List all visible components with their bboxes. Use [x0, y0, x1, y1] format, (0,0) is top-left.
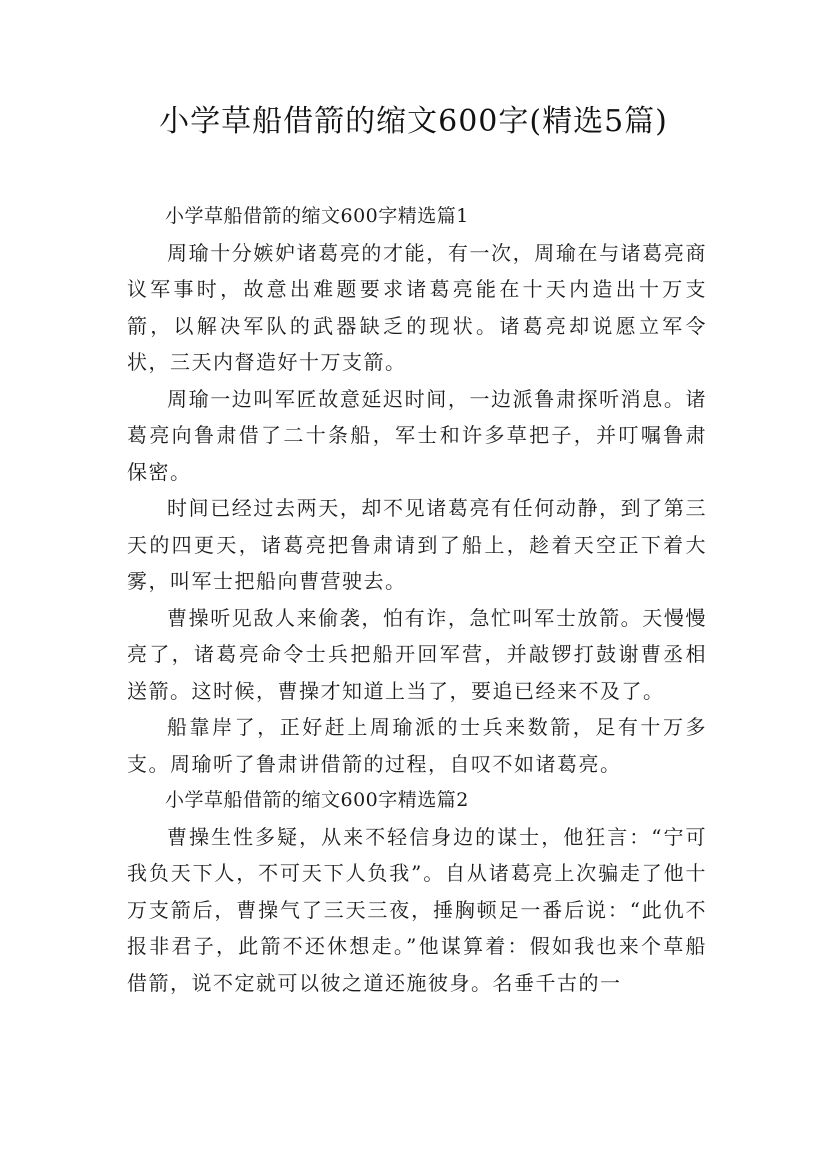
section-heading-1: 小学草船借箭的缩文600字精选篇1	[165, 205, 469, 227]
paragraph: 时间已经过去两天，却不见诸葛亮有任何动静，到了第三天的四更天，诸葛亮把鲁肃请到了船上，趁着天空正下着大雾，叫军士把船向曹营驶去。	[127, 496, 707, 593]
paragraph: 船靠岸了，正好赶上周瑜派的士兵来数箭，足有十万多支。周瑜听了鲁肃讲借箭的过程，自叹不如诸葛亮。	[127, 715, 707, 776]
paragraph: 周瑜一边叫军匠故意延迟时间，一边派鲁肃探听消息。诸葛亮向鲁肃借了二十条船，军士和许多草把子，并叮嘱鲁肃保密。	[127, 386, 707, 484]
paragraph: 曹操听见敌人来偷袭，怕有诈，急忙叫军士放箭。天慢慢亮了，诸葛亮命令士兵把船开回军营，并敲锣打鼓谢曹丞相送箭。这时候，曹操才知道上当了，要追已经来不及了。	[127, 605, 707, 703]
paragraph: 周瑜十分嫉妒诸葛亮的才能，有一次，周瑜在与诸葛亮商议军事时，故意出难题要求诸葛亮能在十天内造出十万支箭，以解决军队的武器缺乏的现状。诸葛亮却说愿立军令状，三天内督造好十万支箭。	[127, 240, 707, 374]
document-body	[127, 198, 707, 1001]
section-heading-2: 小学草船借箭的缩文600字精选篇2	[165, 789, 469, 811]
document-title: 小学草船借箭的缩文600字(精选5篇)	[159, 104, 668, 139]
paragraph: 曹操生性多疑，从来不轻信身边的谋士，他狂言：“宁可我负天下人，不可天下人负我”。自从诸葛亮上次骗走了他十万支箭后，曹操气了三天三夜，捶胸顿足一番后说：“此仇不报非君子，此箭不还休想走。”他谋算着：假如我也来个草船借箭，说不定就可以彼之道还施彼身。名垂千古的一	[127, 824, 707, 995]
